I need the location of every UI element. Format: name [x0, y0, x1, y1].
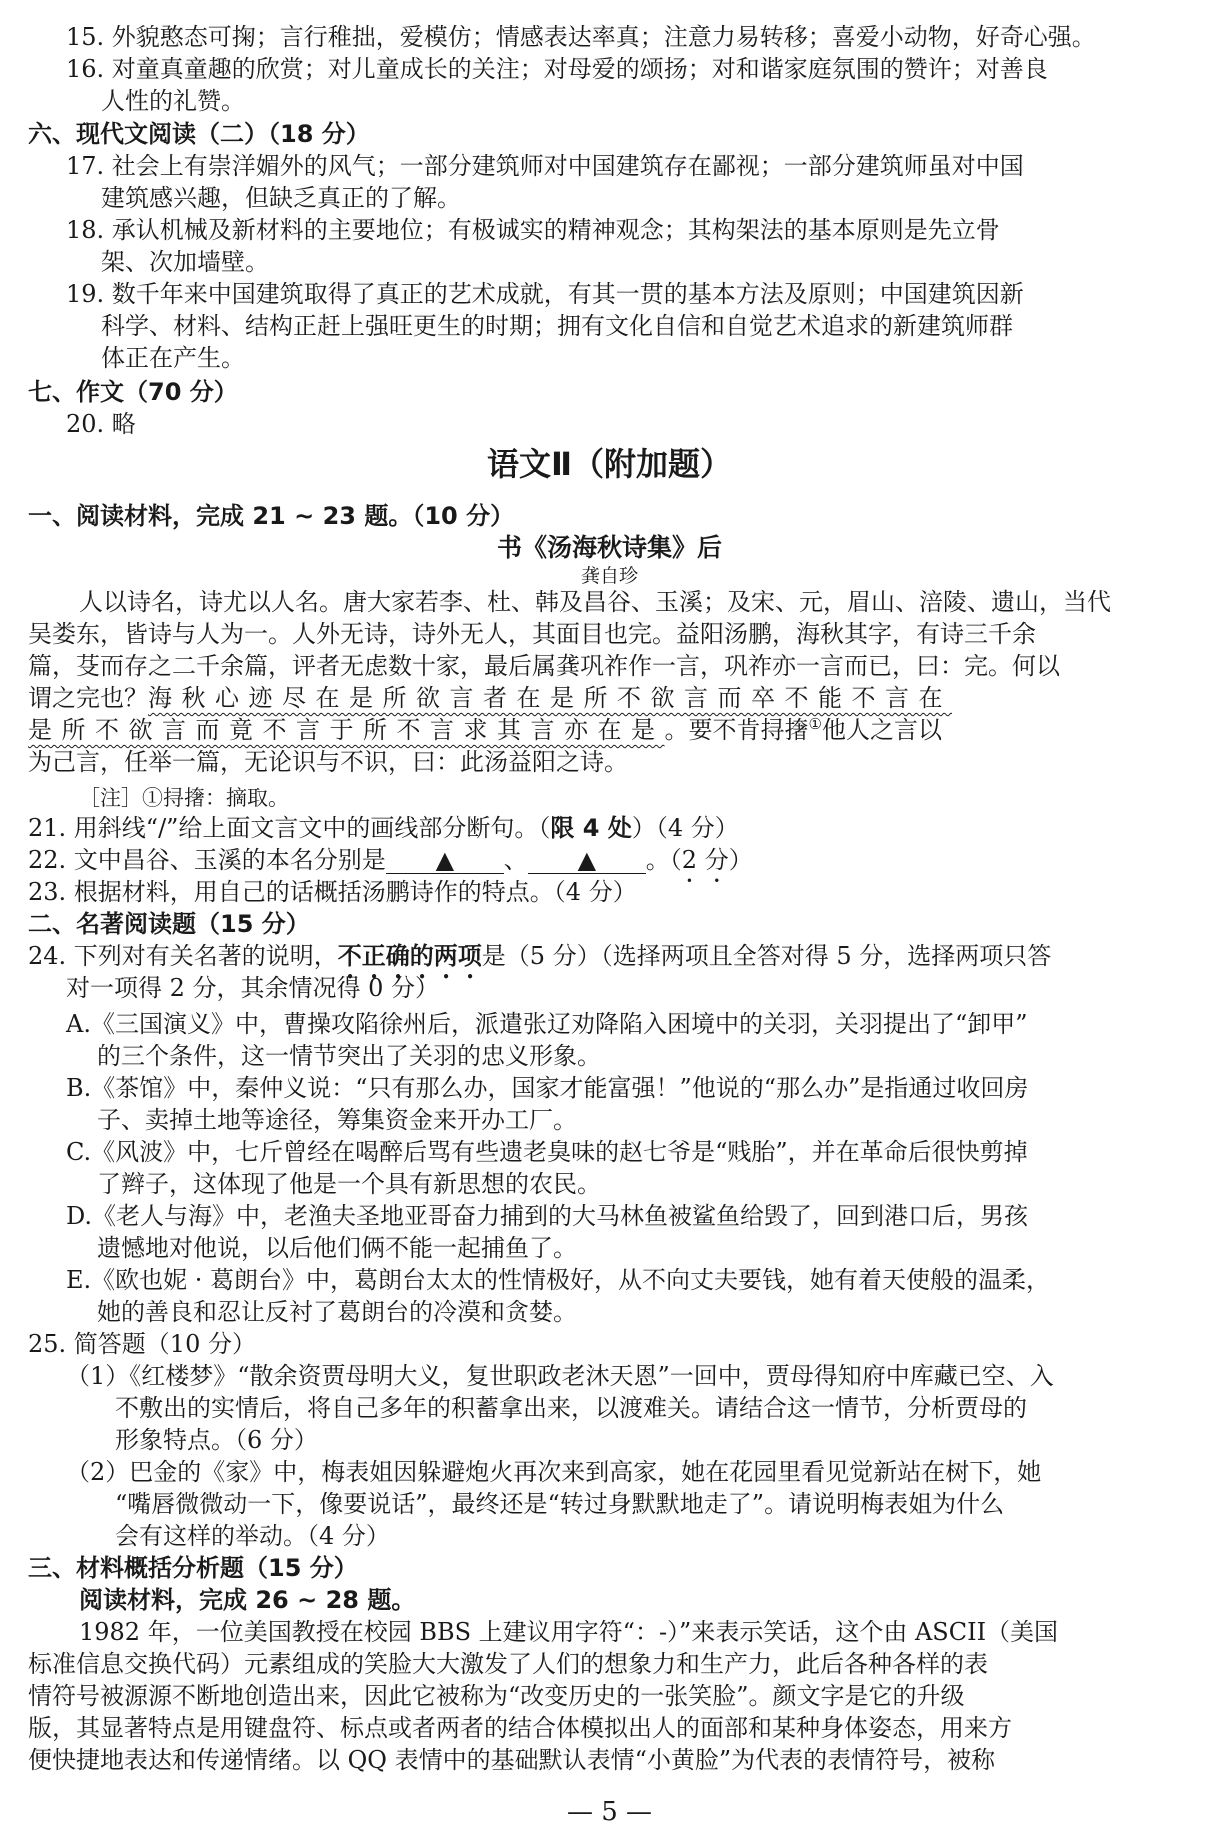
question-21 [28, 812, 739, 844]
answer-blank-2[interactable]: ▲ [528, 847, 646, 874]
option-e-line1: E.《欧也妮 · 葛朗台》中，葛朗台太太的性情极好，从不向丈夫要钱，她有着天使般的温柔， [66, 1266, 1051, 1294]
question-22-sep: 、 [503, 846, 528, 874]
question-21-text: 21. 用斜线“/”给上面文言文中的画线部分断句。（ [28, 814, 551, 842]
question-21-limit: 限 4 处 [550, 814, 632, 842]
question-25-1-line3: 形象特点。（6 分） [115, 1426, 318, 1454]
answer-19-line3: 体正在产生。 [101, 344, 245, 372]
question-25-2-line3: 会有这样的举动。（4 分） [115, 1522, 390, 1550]
option-c-line2: 了辫子，这体现了他是一个具有新思想的农民。 [97, 1170, 601, 1198]
question-25: 25. 简答题（10 分） [28, 1330, 256, 1358]
question-22-score: 。（2 分） [645, 846, 753, 874]
question-22-text: 22. 文中昌谷、玉溪的本名分别是 [28, 846, 386, 874]
material-line3: 情符号被源源不断地创造出来，因此它被称为“改变历史的一张笑脸”。颜文字是它的升级 [28, 1682, 965, 1710]
classical-text-line5 [28, 714, 942, 746]
answer-20: 20. 略 [66, 410, 136, 438]
material-line2: 标准信息交换代码）元素组成的笑脸大大激发了人们的想象力和生产力，此后各种各样的表 [28, 1650, 988, 1678]
answer-18-line1: 18. 承认机械及新材料的主要地位；有极诚实的精神观念；其构架法的基本原则是先立骨 [66, 216, 1000, 244]
poem-author: 龚自珍 [580, 565, 638, 587]
question-24-rule: 是（5 分）（选择两项且全答对得 5 分，选择两项只答 [481, 942, 1052, 970]
answer-19-line2: 科学、材料、结构正赶上强旺更生的时期；拥有文化自信和自觉艺术追求的新建筑师群 [101, 312, 1013, 340]
option-c-line1: C.《风波》中，七斤曾经在喝醉后骂有些遗老臭味的赵七爷是“贱胎”，并在革命后很快剪掉 [66, 1138, 1028, 1166]
footnote-marker: ① [808, 715, 822, 733]
option-a-line1: A.《三国演义》中，曹操攻陷徐州后，派遣张辽劝降陷入困境中的关羽，关羽提出了“卸甲” [66, 1010, 1028, 1038]
underlined-passage-part2: 是所不欲言而竟不言于所不言求其言亦在是 [28, 716, 665, 744]
classical-text-line2: 吴娄东，皆诗与人为一。人外无诗，诗外无人，其面目也完。益阳汤鹏，海秋其字，有诗三千余 [28, 620, 1036, 648]
answer-16-line1: 16. 对童真童趣的欣赏；对儿童成长的关注；对母爱的颂扬；对和谐家庭氛围的赞许；对善良 [66, 55, 1048, 83]
question-25-2-line1: （2）巴金的《家》中，梅表姐因躲避炮火再次来到高家，她在花园里看见觉新站在树下，她 [66, 1458, 1042, 1486]
section-6-heading: 六、现代文阅读（二）（18 分） [28, 120, 370, 148]
poem-title: 书《汤海秋诗集》后 [496, 533, 722, 562]
option-d-line2: 遗憾地对他说，以后他们俩不能一起捕鱼了。 [97, 1234, 577, 1262]
material-line5: 便快捷地表达和传递情绪。以 QQ 表情中的基础默认表情“小黄脸”为代表的表情符号，被称 [28, 1746, 996, 1774]
classical-text-line6: 为己言，任举一篇，无论识与不识，曰：此汤益阳之诗。 [28, 748, 628, 776]
question-25-1-line1: （1）《红楼梦》“散余资贾母明大义，复世职政老沐天恩”一回中，贾母得知府中库藏已空、入 [66, 1362, 1054, 1390]
classical-text-line5-end: 他人之言以 [821, 716, 942, 744]
section3-instruction: 阅读材料，完成 26 ~ 28 题。 [79, 1586, 416, 1614]
option-b-line1: B.《茶馆》中，秦仲义说：“只有那么办，国家才能富强！”他说的“那么办”是指通过收回房 [66, 1074, 1029, 1102]
answer-16-line2: 人性的礼赞。 [101, 87, 245, 115]
part2-section2-heading: 二、名著阅读题（15 分） [28, 910, 310, 938]
footnote: ［注］①挦撦：摘取。 [79, 786, 289, 810]
question-25-1-line2: 不敷出的实情后，将自己多年的积蓄拿出来，以渡难关。请结合这一情节，分析贾母的 [115, 1394, 1027, 1422]
question-24-emphasis: 不正确的两项 [337, 942, 482, 970]
answer-18-line2: 架、次加墙壁。 [101, 248, 269, 276]
option-a-line2: 的三个条件，这一情节突出了关羽的忠义形象。 [97, 1042, 601, 1070]
classical-text-line3: 篇，芟而存之二千余篇，评者无虑数十家，最后属龚巩祚作一言，巩祚亦一言而已，曰：完。何以 [28, 652, 1060, 680]
answer-19-line1: 19. 数千年来中国建筑取得了真正的艺术成就，有其一贯的基本方法及原则；中国建筑因新 [66, 280, 1024, 308]
part2-section3-heading: 三、材料概括分析题（15 分） [28, 1554, 358, 1582]
question-25-2-line2: “嘴唇微微动一下，像要说话”，最终还是“转过身默默地走了”。请说明梅表姐为什么 [115, 1490, 1005, 1518]
question-24-text: 24. 下列对有关名著的说明， [28, 942, 338, 970]
option-d-line1: D.《老人与海》中，老渔夫圣地亚哥奋力捕到的大马林鱼被鲨鱼给毁了，回到港口后，男孩 [66, 1202, 1029, 1230]
answer-17-line2: 建筑感兴趣，但缺乏真正的了解。 [101, 184, 461, 212]
section-7-heading: 七、作文（70 分） [28, 378, 238, 406]
part2-title: 语文Ⅱ（附加题） [486, 445, 733, 483]
answer-17-line1: 17. 社会上有崇洋媚外的风气；一部分建筑师对中国建筑存在鄙视；一部分建筑师虽对中国 [66, 152, 1024, 180]
material-line4: 版，其显著特点是用键盘符、标点或者两者的结合体模拟出人的面部和某种身体姿态，用来方 [28, 1714, 1012, 1742]
underlined-passage-part1: 海秋心迹尽在是所欲言者在是所不欲言而卒不能不言在 [148, 684, 952, 712]
answer-blank-1[interactable]: ▲ [386, 847, 504, 874]
material-line1: 1982 年，一位美国教授在校园 BBS 上建议用字符“：-）”来表示笑话，这个由 ASCII（美国 [79, 1618, 1059, 1646]
part2-section1-heading: 一、阅读材料，完成 21 ~ 23 题。（10 分） [28, 502, 515, 530]
classical-text-line4 [28, 682, 952, 714]
classical-text-line4-plain: 谓之完也？ [28, 684, 148, 712]
classical-text-line5-plain: 。要不肯挦撦 [664, 716, 809, 744]
option-e-line2: 她的善良和忍让反衬了葛朗台的冷漠和贪婪。 [97, 1298, 577, 1326]
classical-text-line1: 人以诗名，诗尤以人名。唐大家若李、杜、韩及昌谷、玉溪；及宋、元，眉山、涪陵、遗山，当代 [79, 588, 1111, 616]
question-23: 23. 根据材料，用自己的话概括汤鹏诗作的特点。（4 分） [28, 878, 637, 906]
answer-15: 15. 外貌憨态可掬；言行稚拙，爱模仿；情感表达率真；注意力易转移；喜爱小动物，好奇心强。 [66, 23, 1096, 51]
question-24-line2: 对一项得 2 分，其余情况得 0 分） [66, 974, 440, 1002]
option-b-line2: 子、卖掉土地等途径，筹集资金来开办工厂。 [97, 1106, 577, 1134]
question-21-score: ）（4 分） [631, 814, 739, 842]
page-number: — 5 — [566, 1797, 653, 1827]
